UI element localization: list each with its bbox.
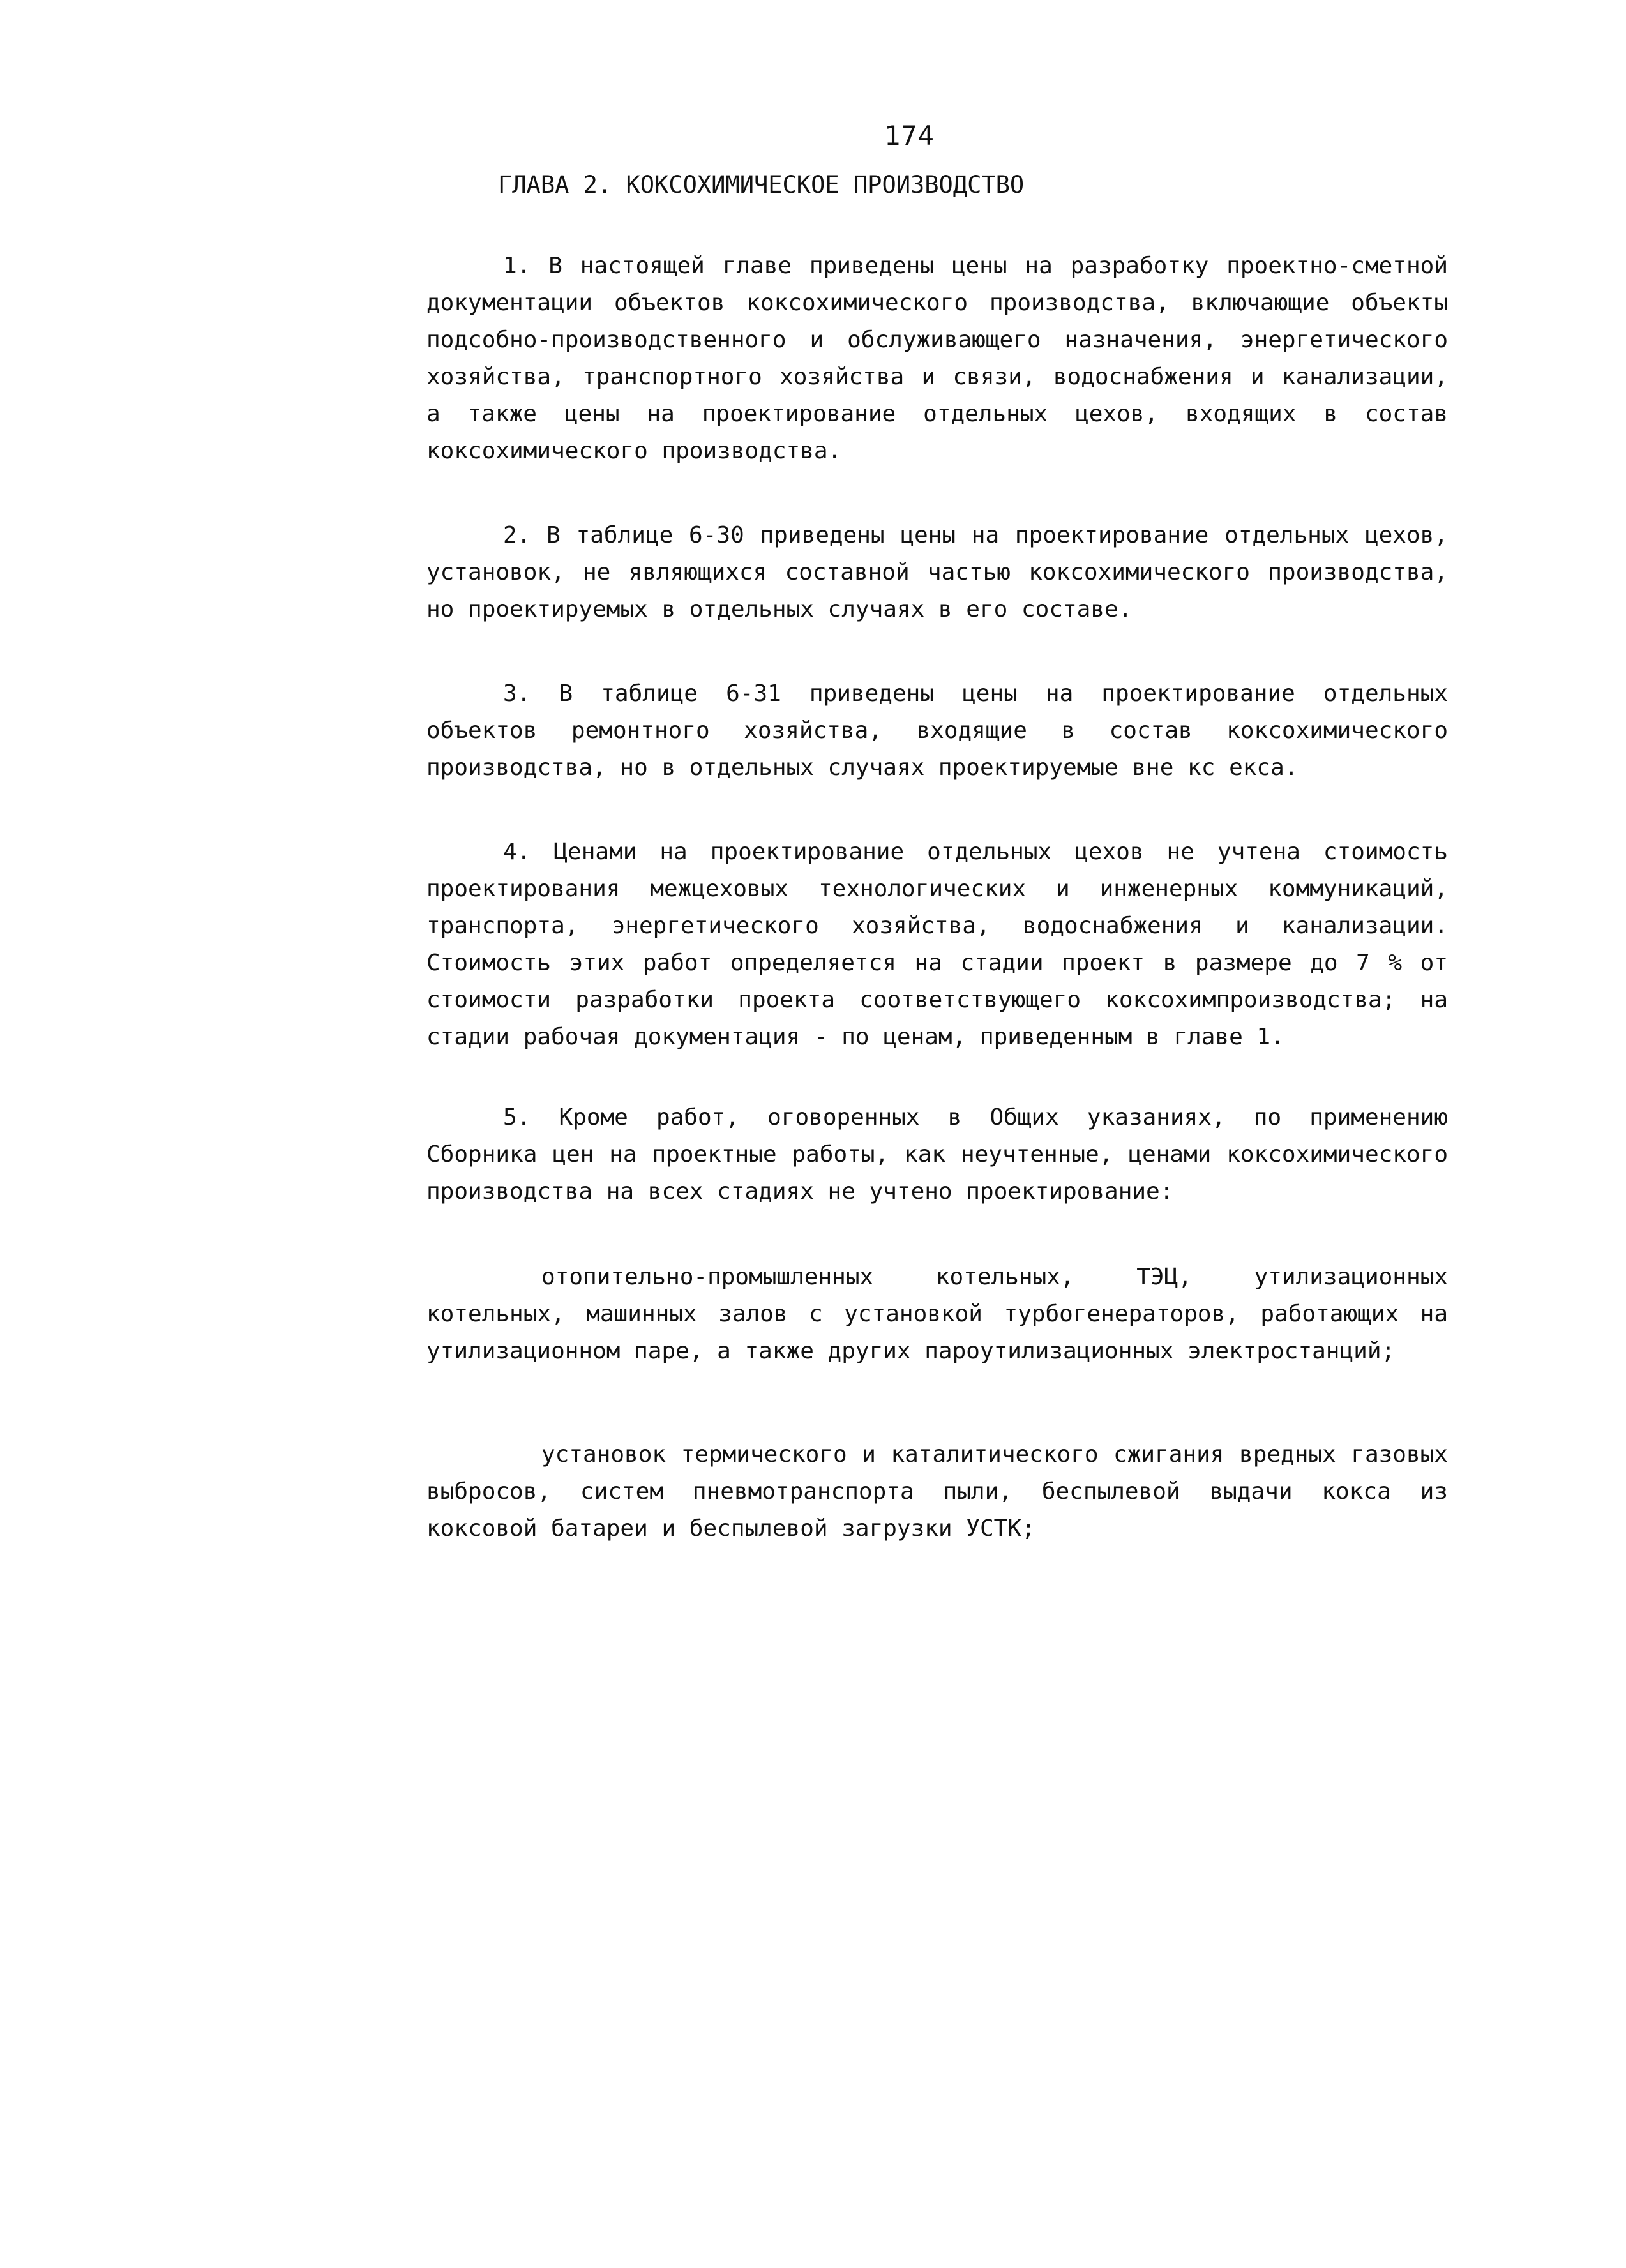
paragraph-3: [426, 675, 1448, 786]
sub-item-2: [426, 1436, 1448, 1547]
sub-item-2-text: установок термического и каталитического сжигания вредных газовых выбросов, систем пневмотранспорта пыли, беспылевой выдачи кокса из коксовой батареи и беспылевой загрузки УСТК;: [426, 1441, 1448, 1542]
page-number: 174: [884, 120, 935, 151]
paragraph-2: [426, 517, 1448, 628]
sub-item-1: [426, 1259, 1448, 1370]
paragraph-5-text: 5. Кроме работ, оговоренных в Общих указаниях, по применению Сборника цен на проектные работы, как неучтенные, ценами коксохимического производства на всех стадиях не учтено проектирование:: [426, 1104, 1448, 1205]
paragraph-4-text: 4. Ценами на проектирование отдельных цехов не учтена стоимость проектирования межцеховых технологических и инженерных коммуникаций, транспорта, энергетического хозяйства, водоснабжения и канализации. Стоимость этих работ определяется на стадии проект в размере до 7 % от стоимости разработки проекта соответствующего коксохимпроизводства; на стадии рабочая документация - по ценам, приведенным в главе 1.: [426, 839, 1448, 1050]
paragraph-2-text: 2. В таблице 6-30 приведены цены на проектирование отдельных цехов, установок, не являющихся составной частью коксохимического производства, но проектируемых в отдельных случаях в его составе.: [426, 522, 1448, 622]
paragraph-3-text: 3. В таблице 6-31 приведены цены на проектирование отдельных объектов ремонтного хозяйства, входящие в состав коксохимического производства, но в отдельных случаях проектируемые вне кс екса.: [426, 680, 1448, 781]
paragraph-4: [426, 834, 1448, 1056]
paragraph-1-text: 1. В настоящей главе приведены цены на разработку проектно-сметной документации объектов коксохимического производства, включающие объекты подсобно-производственного и обслуживающего назначения, энергетического хозяйства, транспортного хозяйства и связи, водоснабжения и канализации, а также цены на проектирование отдельных цехов, входящих в состав коксохимического производства.: [426, 253, 1448, 464]
sub-item-1-text: отопительно-промышленных котельных, ТЭЦ, утилизационных котельных, машинных залов с установкой турбогенераторов, работающих на утилизационном паре, а также других пароутилизационных электростанций;: [426, 1264, 1448, 1364]
chapter-title: ГЛАВА 2. КОКСОХИМИЧЕСКОЕ ПРОИЗВОДСТВО: [498, 171, 1025, 199]
paragraph-5: [426, 1099, 1448, 1210]
paragraph-1: [426, 248, 1448, 470]
